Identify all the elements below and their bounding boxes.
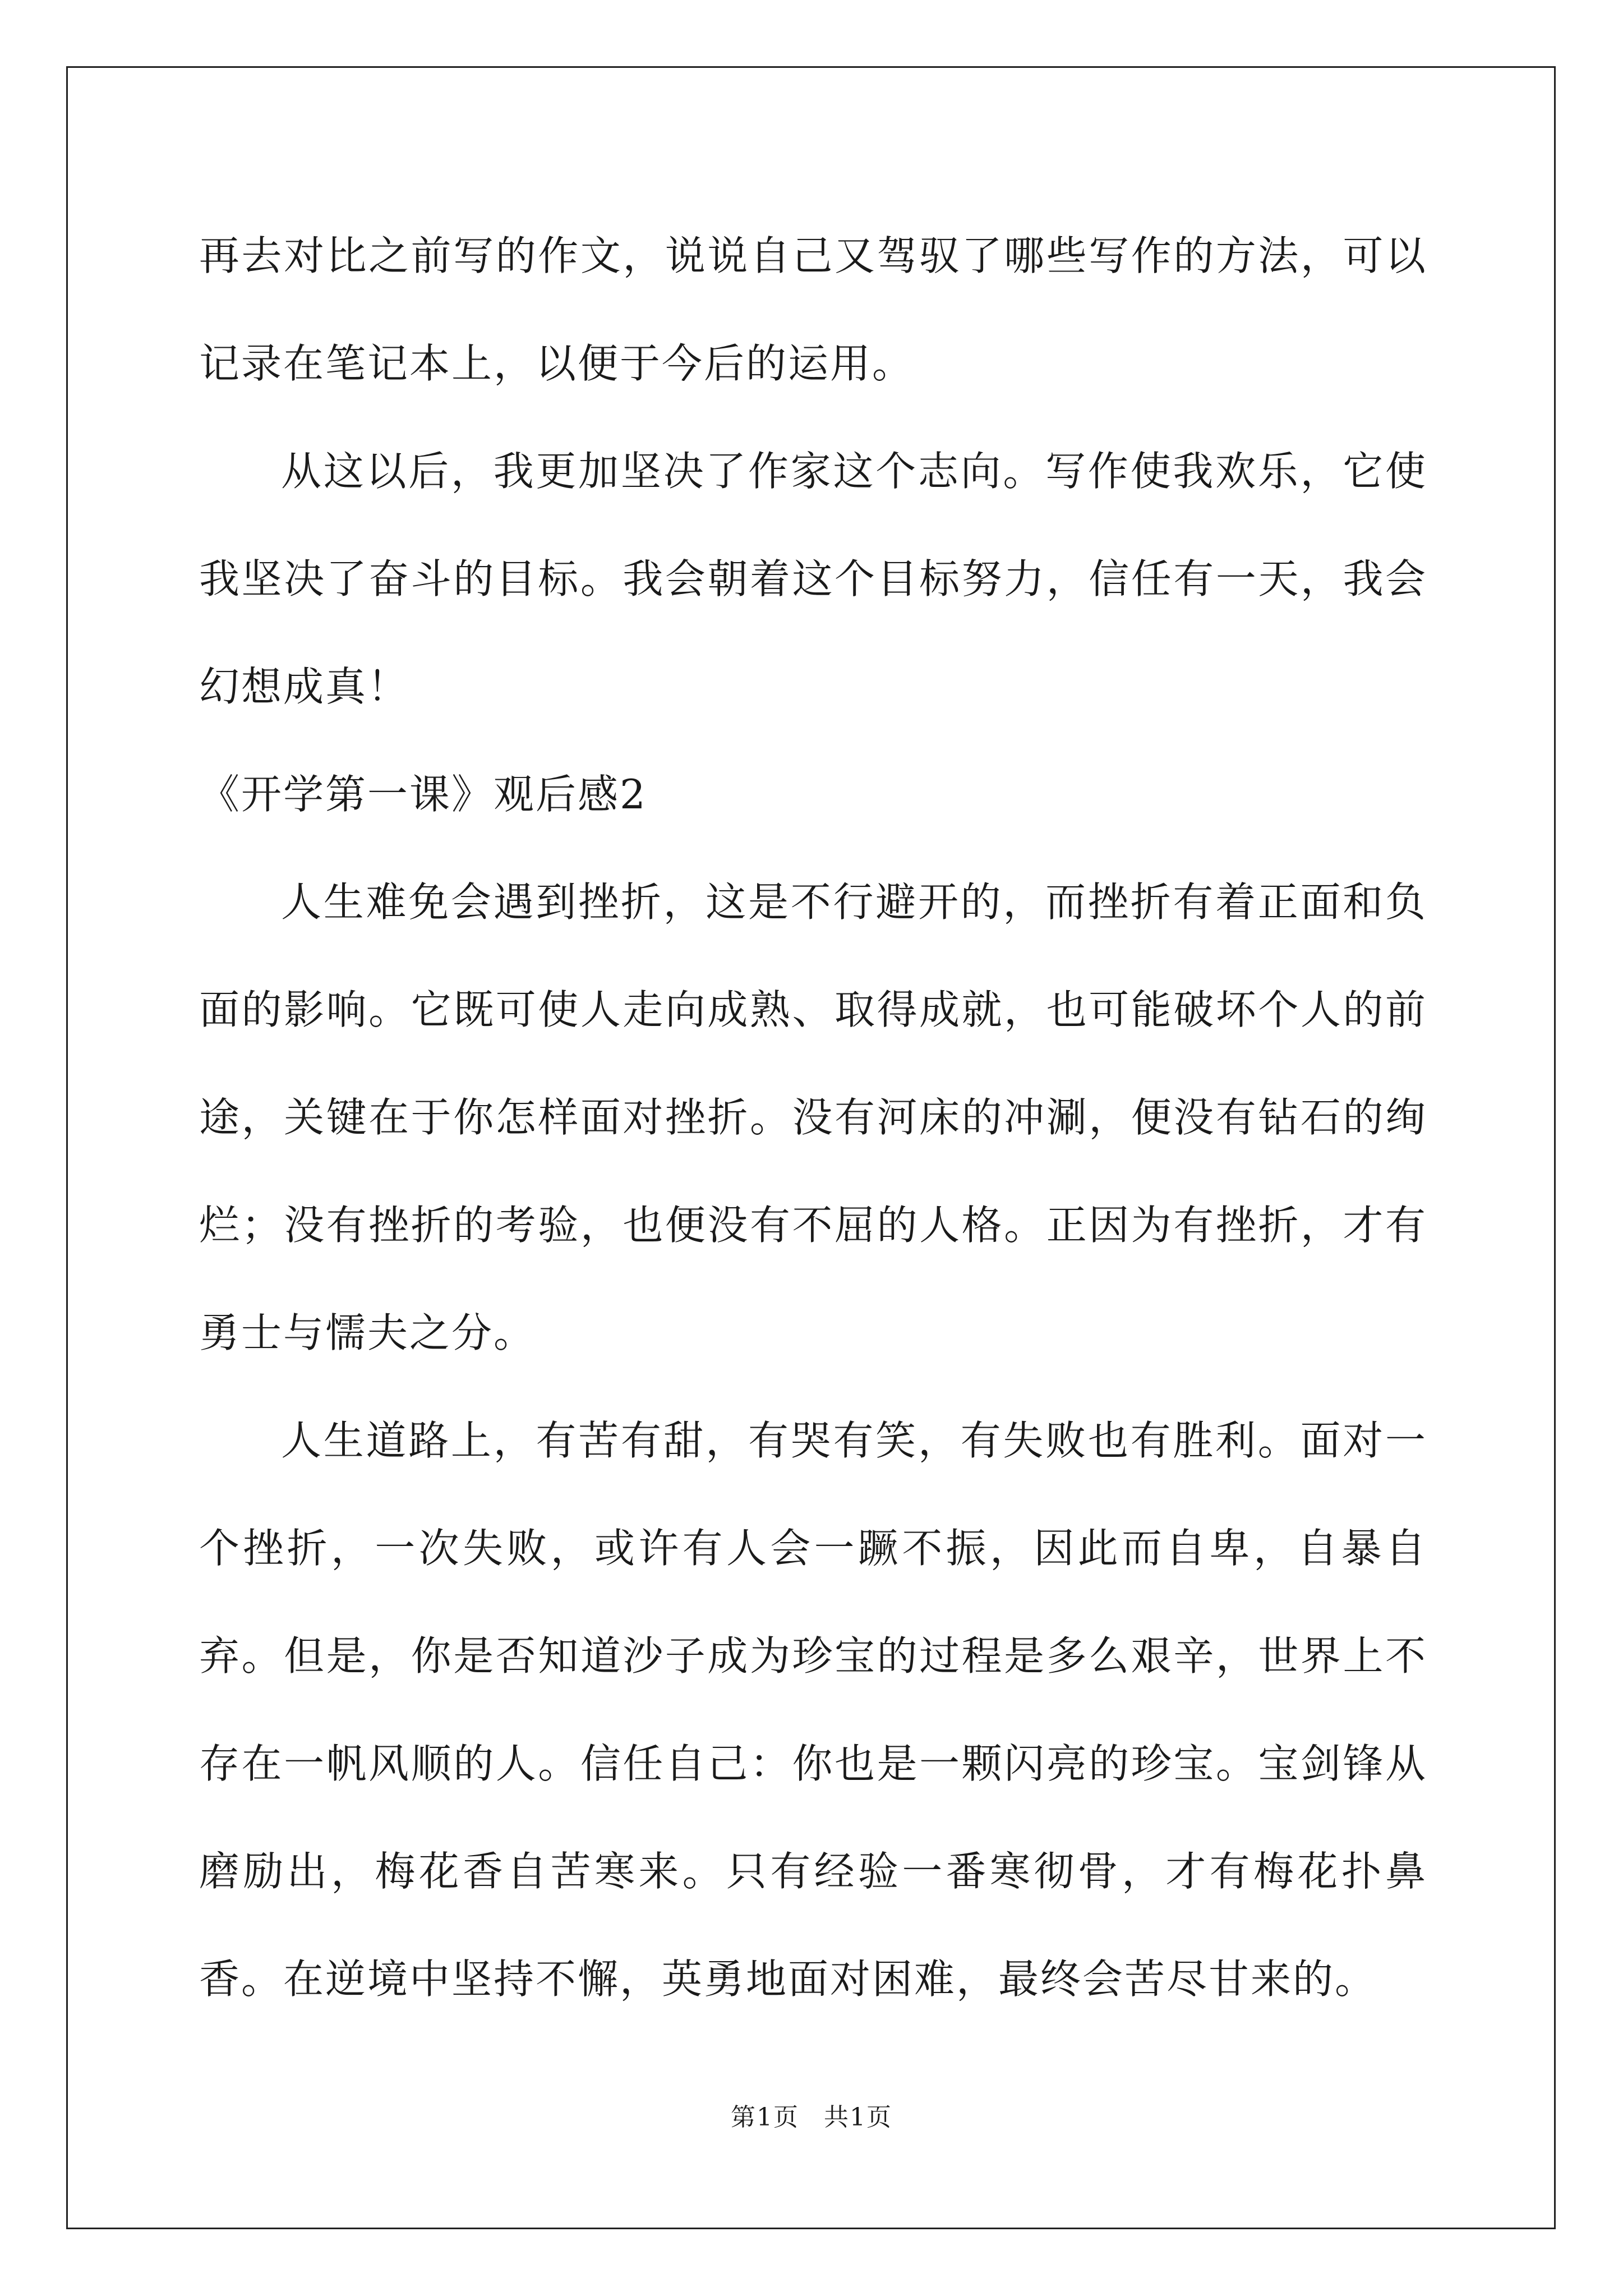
paragraph: 从这以后，我更加坚决了作家这个志向。写作使我欢乐，它使我坚决了奋斗的目标。我会朝着这个目标努力，信任有一天，我会幻想成真！ — [199, 448, 1427, 710]
document-body — [199, 202, 1427, 2033]
section-title: 《开学第一课》观后感2 — [199, 771, 647, 818]
page-footer — [0, 2101, 1623, 2134]
page-number-total: 共1页 — [824, 2103, 892, 2132]
page-number-current: 第1页 — [731, 2103, 799, 2132]
paragraph: 人生难免会遇到挫折，这是不行避开的，而挫折有着正面和负面的影响。它既可使人走向成熟、取得成就，也可能破坏个人的前途，关键在于你怎样面对挫折。没有河床的冲涮，便没有钻石的绚烂；没有挫折的考验，也便没有不屈的人格。正因为有挫折，才有勇士与懦夫之分。 — [199, 878, 1427, 1356]
paragraph-continuation: 再去对比之前写的作文，说说自己又驾驭了哪些写作的方法，可以记录在笔记本上，以便于今后的运用。 — [199, 232, 1427, 387]
paragraph: 人生道路上，有苦有甜，有哭有笑，有失败也有胜利。面对一个挫折，一次失败，或许有人会一蹶不振，因此而自卑，自暴自弃。但是，你是否知道沙子成为珍宝的过程是多么艰辛，世界上不存在一帆风顺的人。信任自己：你也是一颗闪亮的珍宝。宝剑锋从磨励出，梅花香自苦寒来。只有经验一番寒彻骨，才有梅花扑鼻香。在逆境中坚持不懈，英勇地面对困难，最终会苦尽甘来的。 — [199, 1417, 1427, 2003]
